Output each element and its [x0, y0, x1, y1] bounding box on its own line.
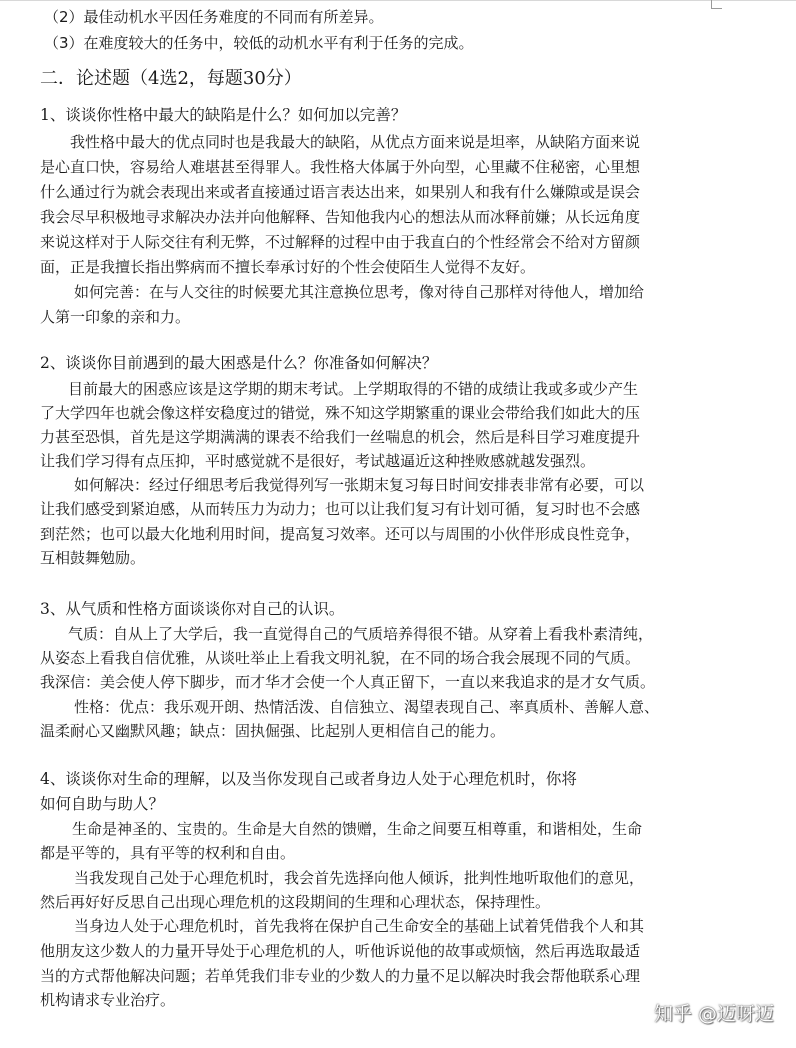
text-line: 气质：自从上了大学后，我一直觉得自己的气质培养得很不错。从穿着上看我朴素清纯，	[68, 625, 654, 643]
text-line: 什么通过行为就会表现出来或者直接通过语言表达出来，如果别人和我有什么嫌隙或是误会	[40, 183, 641, 201]
text-line: 我会尽早积极地寻求解决办法并向他解释、告知他我内心的想法从而冰释前嫌；从长远角度	[40, 208, 641, 226]
text-line: 力甚至恐惧，首先是这学期满满的课表不给我们一丝喘息的机会，然后是科目学习难度提升	[40, 428, 641, 446]
text-line: 然后再好好反思自己出现心理危机的这段期间的生理和心理状态，保持理性。	[40, 893, 551, 911]
text-line: 机构请求专业治疗。	[40, 991, 176, 1009]
text-line: 人第一印象的亲和力。	[40, 308, 191, 326]
text-line: 都是平等的，具有平等的权利和自由。	[40, 844, 296, 862]
question-heading: 1、谈谈你性格中最大的缺陷是什么？如何加以完善？	[40, 106, 407, 124]
text-line: 到茫然；也可以最大化地利用时间，提高复习效率。还可以与周围的小伙伴形成良性竞争，	[40, 525, 641, 543]
page-top-border	[0, 0, 796, 1]
text-line: 面，正是我擅长指出弊病而不擅长奉承讨好的个性会使陌生人觉得不友好。	[40, 258, 536, 276]
text-line: （2）最佳动机水平因任务难度的不同而有所差异。	[44, 8, 384, 26]
text-line: 他朋友这少数人的力量开导处于心理危机的人，听他诉说他的故事或烦恼，然后再选取最适	[40, 942, 641, 960]
text-line: 当身边人处于心理危机时，首先我将在保护自己生命安全的基础上试着凭借我个人和其	[74, 917, 645, 935]
text-line: 来说这样对于人际交往有利无弊，不过解释的过程中由于我直白的个性经常会不给对方留颜	[40, 233, 641, 251]
text-line: 让我们感受到紧迫感，从而转压力为动力；也可以让我们复习有计划可循，复习时也不会感	[40, 500, 641, 518]
text-line: 性格：优点：我乐观开朗、热情活泼、自信独立、渴望表现自己、率真质朴、善解人意、	[74, 698, 660, 716]
text-line: 从姿态上看我自信优雅，从谈吐举止上看我文明礼貌，在不同的场合我会展现不同的气质。	[40, 649, 641, 667]
text-line: 温柔耐心又幽默风趣；缺点：固执倔强、比起别人更相信自己的能力。	[40, 722, 506, 740]
text-line: 让我们学习得有点压抑，平时感觉就不是很好，考试越逼近这种挫败感就越发强烈。	[40, 452, 596, 470]
section-heading: 二．论述题（4选2，每题30分）	[40, 68, 302, 89]
text-line: 了大学四年也就会像这样安稳度过的错觉，殊不知这学期繁重的课业会带给我们如此大的压	[40, 404, 641, 422]
text-line: 我深信：美会使人停下脚步，而才华才会使一个人真正留下，一直以来我追求的是才女气质。	[40, 673, 656, 691]
text-line: 互相鼓舞勉励。	[40, 549, 146, 567]
text-line: 生命是神圣的、宝贵的。生命是大自然的馈赠，生命之间要互相尊重，和谐相处，生命	[72, 820, 643, 838]
question-heading: 4、谈谈你对生命的理解，以及当你发现自己或者身边人处于心理危机时，你将	[40, 770, 577, 788]
text-line: 当我发现自己处于心理危机时，我会首先选择向他人倾诉，批判性地听取他们的意见，	[74, 869, 645, 887]
text-line: 目前最大的困惑应该是这学期的期末考试。上学期取得的不错的成绩让我或多或少产生	[68, 380, 639, 398]
page-corner-mark	[711, 0, 722, 9]
text-line: 如何完善：在与人交往的时候要尤其注意换位思考，像对待自己那样对待他人，增加给	[74, 283, 645, 301]
text-line: 我性格中最大的优点同时也是我最大的缺陷，从优点方面来说是坦率，从缺陷方面来说	[70, 133, 641, 151]
zhihu-watermark: 知乎 @迈呀迈	[653, 1003, 774, 1025]
question-heading: 如何自助与助人？	[40, 795, 165, 813]
text-line: 是心直口快，容易给人难堪甚至得罪人。我性格大体属于外向型，心里藏不住秘密，心里想	[40, 158, 641, 176]
text-line: 如何解决：经过仔细思考后我觉得列写一张期末复习每日时间安排表非常有必要，可以	[74, 476, 645, 494]
question-heading: 3、从气质和性格方面谈谈你对自己的认识。	[40, 600, 345, 618]
text-line: 当的方式帮他解决问题；若单凭我们非专业的少数人的力量不足以解决时我会帮他联系心理	[40, 967, 641, 985]
question-heading: 2、谈谈你目前遇到的最大困惑是什么？你准备如何解决？	[40, 354, 438, 372]
text-line: （3）在难度较大的任务中，较低的动机水平有利于任务的完成。	[44, 34, 474, 52]
